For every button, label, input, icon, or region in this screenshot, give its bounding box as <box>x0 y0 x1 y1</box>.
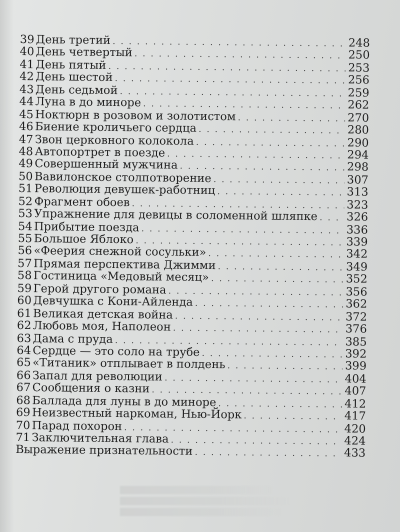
toc-chapter-number: 48 <box>18 144 34 159</box>
toc-page-number: 313 <box>346 185 369 199</box>
toc-chapter-number: 66 <box>16 368 31 382</box>
toc-page-number: 407 <box>344 384 367 398</box>
toc-chapter-number: 54 <box>17 219 33 233</box>
toc-chapter-title: Гостиница «Медовый месяц» <box>33 269 210 285</box>
toc-chapter-number: 68 <box>16 393 31 407</box>
table-of-contents <box>16 34 370 461</box>
toc-chapter-title: Большое Яблоко <box>33 232 134 247</box>
toc-chapter-number: 40 <box>19 45 35 59</box>
toc-chapter-number: 49 <box>18 157 34 171</box>
toc-page-number: 424 <box>344 434 366 448</box>
toc-page-number: 298 <box>346 160 369 175</box>
toc-page-number: 253 <box>348 61 370 75</box>
toc-leader-dots <box>319 212 344 225</box>
toc-chapter-title: Сердце — это соло на трубе <box>32 344 200 359</box>
toc-page-number: 326 <box>346 210 369 224</box>
toc-chapter-number: 47 <box>18 132 34 146</box>
toc-chapter-title: Парад похорон <box>31 418 123 433</box>
toc-chapter-number: 56 <box>17 244 33 258</box>
toc-chapter-title: Заключительная глава <box>31 431 169 446</box>
toc-chapter-title: День четвертый <box>35 45 133 60</box>
toc-chapter-number: 46 <box>18 120 34 134</box>
toc-chapter-title: Автопортрет в поезде <box>34 145 166 160</box>
toc-page-number: 339 <box>346 235 368 249</box>
toc-chapter-number: 62 <box>16 319 32 333</box>
toc-chapter-number: 67 <box>16 381 31 395</box>
toc-page-number: 433 <box>343 446 366 461</box>
toc-page-number: 290 <box>347 135 369 150</box>
toc-chapter-title: Совершенный мужчина <box>34 157 178 173</box>
toc-chapter-title: Биение кроличьего сердца <box>34 120 197 135</box>
toc-chapter-title: Прибытие поезда <box>33 219 140 234</box>
toc-chapter-number: 65 <box>16 356 31 370</box>
toc-page-number: 248 <box>348 36 370 50</box>
toc-chapter-number: 45 <box>19 107 34 121</box>
toc-page-number: 392 <box>345 347 367 361</box>
toc-page-number: 372 <box>345 310 368 324</box>
toc-chapter-title: «Титаник» отплывает в полдень <box>32 356 226 372</box>
toc-page-number: 280 <box>347 123 370 137</box>
toc-chapter-title: Баллада для луны в до миноре <box>32 393 217 409</box>
toc-chapter-number: 70 <box>15 418 31 432</box>
toc-page-number: 352 <box>345 272 368 286</box>
toc-page-number: 376 <box>345 322 367 336</box>
toc-chapter-number: 51 <box>18 182 33 196</box>
toc-chapter-number: 59 <box>17 281 32 295</box>
toc-chapter-number: 64 <box>16 343 32 358</box>
toc-chapter-number: 63 <box>16 331 32 345</box>
toc-leader-dots <box>238 112 346 126</box>
toc-page-number: 294 <box>347 148 369 162</box>
toc-chapter-number: 61 <box>17 306 32 320</box>
toc-chapter-title: Запал для революции <box>32 368 163 384</box>
toc-chapter-number: 39 <box>19 33 35 47</box>
toc-leader-dots <box>227 361 343 375</box>
toc-chapter-title: Звон церковного колокола <box>34 132 194 148</box>
toc-page-number: 417 <box>344 409 367 423</box>
toc-chapter-title: Дама с пруда <box>32 331 113 346</box>
toc-page-number: 385 <box>345 334 367 349</box>
toc-chapter-title: Ноктюрн в розовом и золотистом <box>35 107 236 123</box>
toc-chapter-title: Любовь моя, Наполеон <box>32 319 171 334</box>
toc-chapter-title: Сообщения о казни <box>32 381 150 396</box>
toc-page-number: 399 <box>344 359 367 374</box>
toc-chapter-title: Упражнение для девицы в соломенной шляпке <box>34 207 318 224</box>
toc-page-number: 362 <box>345 297 368 311</box>
toc-chapter-title: Революция девушек-работниц <box>34 182 216 198</box>
toc-chapter-number: 44 <box>19 95 34 109</box>
toc-chapter-title: День шестой <box>35 70 113 85</box>
toc-page-number: 259 <box>347 86 370 100</box>
faint-imprint-block <box>120 486 290 519</box>
toc-chapter-number: 53 <box>18 207 33 221</box>
toc-chapter-number: 60 <box>17 294 32 308</box>
toc-leader-dots <box>195 447 342 461</box>
toc-chapter-number: 58 <box>17 269 32 283</box>
toc-chapter-number: 71 <box>15 430 31 445</box>
toc-chapter-title: Великая детская война <box>33 306 174 322</box>
toc-leader-dots <box>244 410 343 423</box>
toc-chapter-title: Герой другого романа <box>33 281 167 297</box>
toc-chapter-title: День седьмой <box>35 82 118 97</box>
toc-chapter-title: Вавилонское столпотворение <box>34 169 212 185</box>
toc-chapter-number: 52 <box>18 194 33 208</box>
toc-chapter-title: Фрагмент обоев <box>34 194 130 209</box>
toc-chapter-number: 41 <box>19 57 35 72</box>
toc-chapter-title: День третий <box>35 33 111 47</box>
toc-page-number: 412 <box>344 397 367 411</box>
toc-chapter-title: Луна в до миноре <box>35 95 142 110</box>
toc-chapter-number: 57 <box>17 256 33 271</box>
toc-chapter-title: Выражение признательности <box>15 443 193 459</box>
toc-page-number: 270 <box>347 111 370 125</box>
toc-page-number: 404 <box>344 372 367 386</box>
toc-page-number: 342 <box>346 247 368 262</box>
page-gutter-shadow <box>0 0 14 532</box>
toc-page-number: 356 <box>345 285 368 299</box>
toc-chapter-number: 50 <box>18 169 33 183</box>
toc-chapter-title: Девчушка с Кони-Айленда <box>33 294 194 310</box>
toc-chapter-title: Неизвестный наркоман, Нью-Йорк <box>31 406 242 422</box>
toc-page-number: 420 <box>344 421 366 436</box>
toc-page-number: 336 <box>346 222 369 237</box>
toc-chapter-number: 69 <box>15 406 31 420</box>
toc-chapter-number: 42 <box>19 70 34 84</box>
toc-chapter-number: 55 <box>17 231 33 246</box>
toc-page-number: 349 <box>345 260 368 274</box>
toc-page-number: 323 <box>346 198 369 212</box>
toc-chapter-title: Прямая перспектива Джимми <box>33 257 216 272</box>
toc-page-number: 256 <box>347 73 370 87</box>
toc-chapter-number: 43 <box>19 82 34 96</box>
toc-page-number: 250 <box>348 48 370 63</box>
toc-page-number: 262 <box>347 98 370 112</box>
toc-chapter-title: «Феерия снежной сосульки» <box>33 244 207 260</box>
toc-page-number: 307 <box>346 173 369 187</box>
toc-chapter-title: День пятый <box>35 58 107 72</box>
